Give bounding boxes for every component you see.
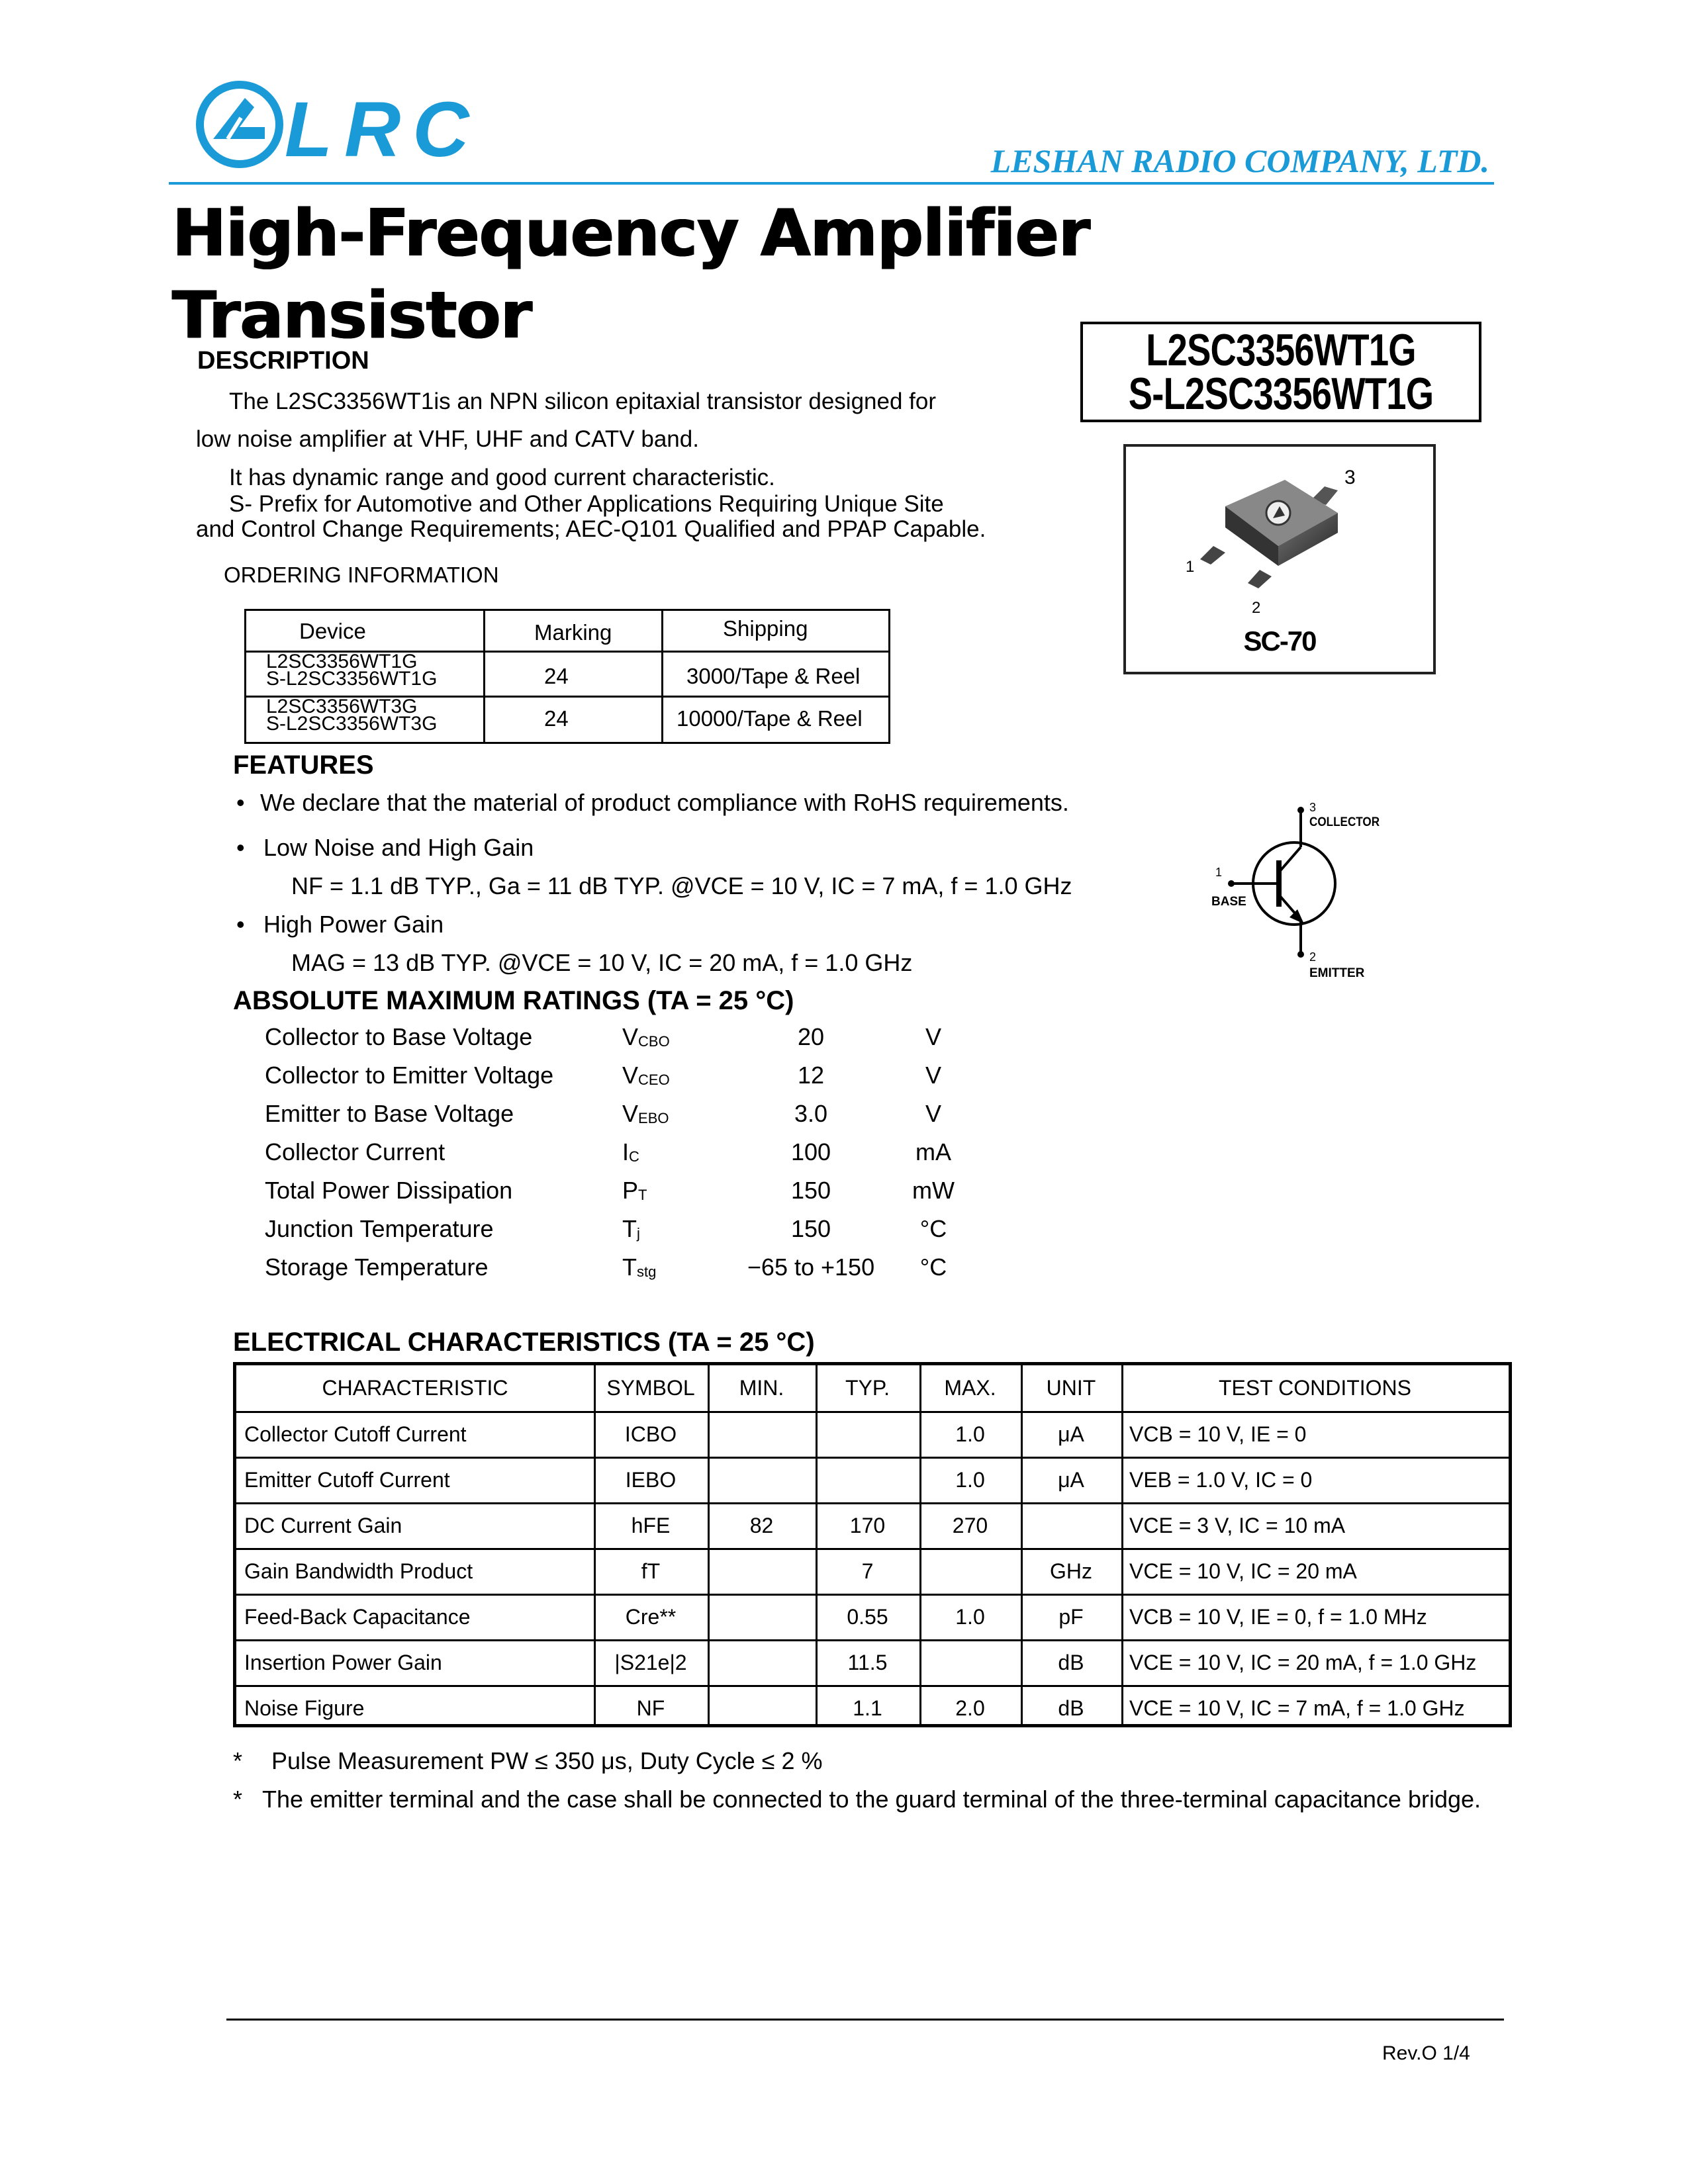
schematic-pin-b: 1 (1215, 866, 1223, 879)
package-name: SC-70 (1243, 625, 1316, 657)
rating-symbol: $T_{stg}$ (622, 1253, 657, 1281)
table-column-divider (919, 1365, 921, 1724)
rating-unit: °C (919, 1215, 947, 1242)
footer-divider (226, 2019, 1504, 2021)
rating-value: −65 to +150 (747, 1253, 875, 1281)
rating-symbol-sub: C (629, 1148, 639, 1165)
ordering-device: L2SC3356WT3G (266, 696, 418, 717)
cell-typ: 0.55 (847, 1605, 888, 1629)
table-row-divider (236, 1457, 1509, 1459)
table-column-divider (708, 1365, 710, 1724)
ordering-col-shipping: Shipping (723, 616, 808, 641)
ordering-table (244, 609, 890, 744)
description-para2: It has dynamic range and good current characteristic. (229, 465, 775, 490)
rating-unit: V (925, 1100, 941, 1127)
part-number-1: L2SC3356WT1G (1146, 325, 1416, 375)
header-min: MIN. (739, 1376, 784, 1400)
table-row (266, 653, 437, 688)
rating-value: 150 (790, 1215, 831, 1242)
rating-name: Junction Temperature (265, 1215, 494, 1242)
rating-value: 150 (790, 1177, 831, 1204)
ordering-col-device: Device (299, 619, 366, 643)
feature-item-2-detail: NF = 1.1 dB TYP., Ga = 11 dB TYP. @VCE = 10 V, IC = 7 mA, f = 1.0 GHz (291, 872, 1072, 899)
pin-3-label: 3 (1344, 467, 1356, 488)
feature-bullet: • (236, 834, 245, 861)
cell-characteristic: Noise Figure (244, 1696, 365, 1720)
electrical-table (233, 1362, 1512, 1727)
cell-symbol: ICBO (624, 1422, 677, 1446)
rating-unit: V (925, 1023, 941, 1050)
cell-test-conditions: VEB = 1.0 V, IC = 0 (1129, 1468, 1313, 1492)
electrical-heading: ELECTRICAL CHARACTERISTICS (TA = 25 °C) (233, 1328, 815, 1357)
ordering-marking: 24 (544, 706, 569, 731)
header-unit: UNIT (1046, 1376, 1096, 1400)
table-row-divider (236, 1502, 1509, 1504)
rating-symbol: $V_{CEO}$ (622, 1062, 670, 1089)
feature-bullet: • (236, 789, 245, 816)
cell-max: 1.0 (955, 1468, 985, 1492)
cell-symbol: IEBO (625, 1468, 677, 1492)
header-max: MAX. (944, 1376, 996, 1400)
lrc-logo-icon (193, 78, 471, 171)
table-row-divider (236, 1639, 1509, 1641)
cell-unit: dB (1058, 1696, 1084, 1720)
rating-symbol-sub: T (638, 1187, 647, 1203)
rating-value: 100 (790, 1138, 831, 1165)
package-box (1123, 444, 1436, 674)
table-column-divider (1121, 1365, 1123, 1724)
abs-max-heading: ABSOLUTE MAXIMUM RATINGS (TA = 25 °C) (233, 986, 794, 1015)
cell-min: 82 (749, 1514, 774, 1537)
ordering-shipping: 10000/Tape & Reel (677, 706, 863, 731)
pin-2-label: 2 (1252, 599, 1261, 617)
rating-name: Collector to Base Voltage (265, 1023, 533, 1050)
cell-symbol: fT (641, 1559, 661, 1583)
schematic-pin-c: 3 (1309, 801, 1317, 814)
rating-symbol: $V_{EBO}$ (622, 1100, 669, 1127)
rating-symbol: $P_T$ (622, 1177, 647, 1204)
cell-test-conditions: VCE = 3 V, IC = 10 mA (1129, 1514, 1346, 1537)
table-row-divider (236, 1685, 1509, 1687)
cell-max: 1.0 (955, 1422, 985, 1446)
rating-unit: °C (919, 1253, 947, 1281)
rating-name: Emitter to Base Voltage (265, 1100, 514, 1127)
rating-symbol-sub: j (637, 1225, 640, 1242)
ordering-device-s: S-L2SC3356WT3G (266, 713, 438, 735)
cell-unit: μA (1058, 1468, 1084, 1492)
cell-characteristic: Gain Bandwidth Product (244, 1559, 473, 1583)
rating-symbol-sub: CBO (638, 1033, 670, 1050)
rating-name: Collector to Emitter Voltage (265, 1062, 554, 1089)
rating-name: Total Power Dissipation (265, 1177, 513, 1204)
schematic-pin-e: 2 (1309, 950, 1317, 964)
rating-value: 3.0 (794, 1100, 828, 1127)
ordering-marking: 24 (544, 664, 569, 688)
cell-test-conditions: VCB = 10 V, IE = 0 (1129, 1422, 1307, 1446)
ordering-device: L2SC3356WT1G (266, 651, 418, 672)
company-name: LESHAN RADIO COMPANY, LTD. (990, 142, 1489, 179)
features-heading: FEATURES (233, 751, 374, 780)
rating-symbol-sub: EBO (638, 1110, 669, 1126)
ordering-heading: ORDERING INFORMATION (224, 563, 499, 587)
pin-1-label: 1 (1186, 558, 1195, 576)
note-2: The emitter terminal and the case shall be connected to the guard terminal of the three-terminal capacitance bridge. (262, 1786, 1481, 1813)
ordering-col-marking: Marking (534, 620, 612, 645)
ordering-device-s: S-L2SC3356WT1G (266, 668, 438, 690)
cell-symbol: hFE (631, 1514, 671, 1537)
cell-unit: dB (1058, 1651, 1084, 1674)
page-title-line2: Transistor (172, 278, 532, 353)
feature-item-3: High Power Gain (263, 911, 444, 938)
description-para3-line1: S- Prefix for Automotive and Other Applications Requiring Unique Site (229, 491, 944, 517)
rating-symbol: $I_C$ (622, 1138, 639, 1165)
rating-value: 12 (797, 1062, 825, 1089)
cell-characteristic: Insertion Power Gain (244, 1651, 442, 1674)
cell-characteristic: Feed-Back Capacitance (244, 1605, 471, 1629)
feature-item-3-detail: MAG = 13 dB TYP. @VCE = 10 V, IC = 20 mA, f = 1.0 GHz (291, 949, 913, 976)
cell-typ: 1.1 (853, 1696, 882, 1720)
cell-unit: μA (1058, 1422, 1084, 1446)
cell-typ: 170 (849, 1514, 886, 1537)
table-row-divider (236, 1411, 1509, 1413)
schematic-collector-label: COLLECTOR (1309, 815, 1380, 829)
cell-characteristic: Collector Cutoff Current (244, 1422, 467, 1446)
header-test-conditions: TEST CONDITIONS (1219, 1376, 1411, 1400)
cell-symbol: Cre** (625, 1605, 677, 1629)
part-number-2: S-L2SC3356WT1G (1128, 369, 1434, 419)
rating-symbol-sub: CEO (638, 1071, 670, 1088)
lrc-logo (193, 78, 471, 171)
ordering-shipping: 3000/Tape & Reel (686, 664, 861, 688)
header-divider (169, 182, 1494, 185)
part-number-box (1080, 322, 1481, 422)
rating-unit: V (925, 1062, 941, 1089)
note-2-star: * (233, 1786, 243, 1813)
cell-test-conditions: VCE = 10 V, IC = 20 mA, f = 1.0 GHz (1129, 1651, 1477, 1674)
description-heading: DESCRIPTION (197, 347, 369, 375)
cell-max: 1.0 (955, 1605, 985, 1629)
cell-symbol: NF (636, 1696, 665, 1720)
feature-item-2: Low Noise and High Gain (263, 834, 534, 861)
rating-name: Collector Current (265, 1138, 445, 1165)
rating-unit: mW (912, 1177, 955, 1204)
cell-unit: pF (1058, 1605, 1084, 1629)
table-row-divider (236, 1594, 1509, 1596)
cell-test-conditions: VCE = 10 V, IC = 7 mA, f = 1.0 GHz (1129, 1696, 1465, 1720)
page-number: Rev.O 1/4 (1382, 2042, 1470, 2064)
cell-test-conditions: VCE = 10 V, IC = 20 mA (1129, 1559, 1357, 1583)
cell-typ: 11.5 (847, 1651, 888, 1674)
rating-symbol-sub: stg (637, 1263, 657, 1280)
cell-typ: 7 (861, 1559, 874, 1583)
feature-item-1: We declare that the material of product compliance with RoHS requirements. (260, 789, 1069, 816)
header-typ: TYP. (845, 1376, 890, 1400)
table-row-divider (236, 1548, 1509, 1550)
note-1: Pulse Measurement PW ≤ 350 μs, Duty Cycle ≤ 2 % (271, 1747, 823, 1774)
description-para3-line2: and Control Change Requirements; AEC-Q101 Qualified and PPAP Capable. (196, 516, 986, 542)
rating-unit: mA (915, 1138, 951, 1165)
cell-max: 270 (952, 1514, 988, 1537)
cell-characteristic: Emitter Cutoff Current (244, 1468, 450, 1492)
rating-symbol: $V_{CBO}$ (622, 1023, 670, 1050)
cell-max: 2.0 (955, 1696, 985, 1720)
svg-text:LRC: LRC (285, 86, 471, 171)
header-symbol: SYMBOL (606, 1376, 695, 1400)
feature-bullet: • (236, 911, 245, 938)
page-title-line1: High-Frequency Amplifier (172, 196, 1090, 271)
cell-unit: GHz (1050, 1559, 1092, 1583)
transistor-schematic (1205, 801, 1423, 986)
note-1-star: * (233, 1747, 243, 1774)
description-para1-line1: The L2SC3356WT1is an NPN silicon epitaxial transistor designed for (229, 388, 937, 414)
table-row (266, 698, 437, 733)
sc70-package-icon (1126, 447, 1433, 619)
cell-test-conditions: VCB = 10 V, IE = 0, f = 1.0 MHz (1129, 1605, 1427, 1629)
cell-characteristic: DC Current Gain (244, 1514, 402, 1537)
schematic-base-label: BASE (1211, 895, 1246, 909)
rating-name: Storage Temperature (265, 1253, 489, 1281)
rating-symbol: $T_j$ (622, 1215, 640, 1242)
description-para1-line2: low noise amplifier at VHF, UHF and CATV band. (196, 426, 699, 452)
schematic-emitter-label: EMITTER (1309, 966, 1365, 980)
rating-value: 20 (797, 1023, 825, 1050)
cell-symbol: |S21e|2 (614, 1651, 687, 1674)
header-characteristic: CHARACTERISTIC (322, 1376, 508, 1400)
